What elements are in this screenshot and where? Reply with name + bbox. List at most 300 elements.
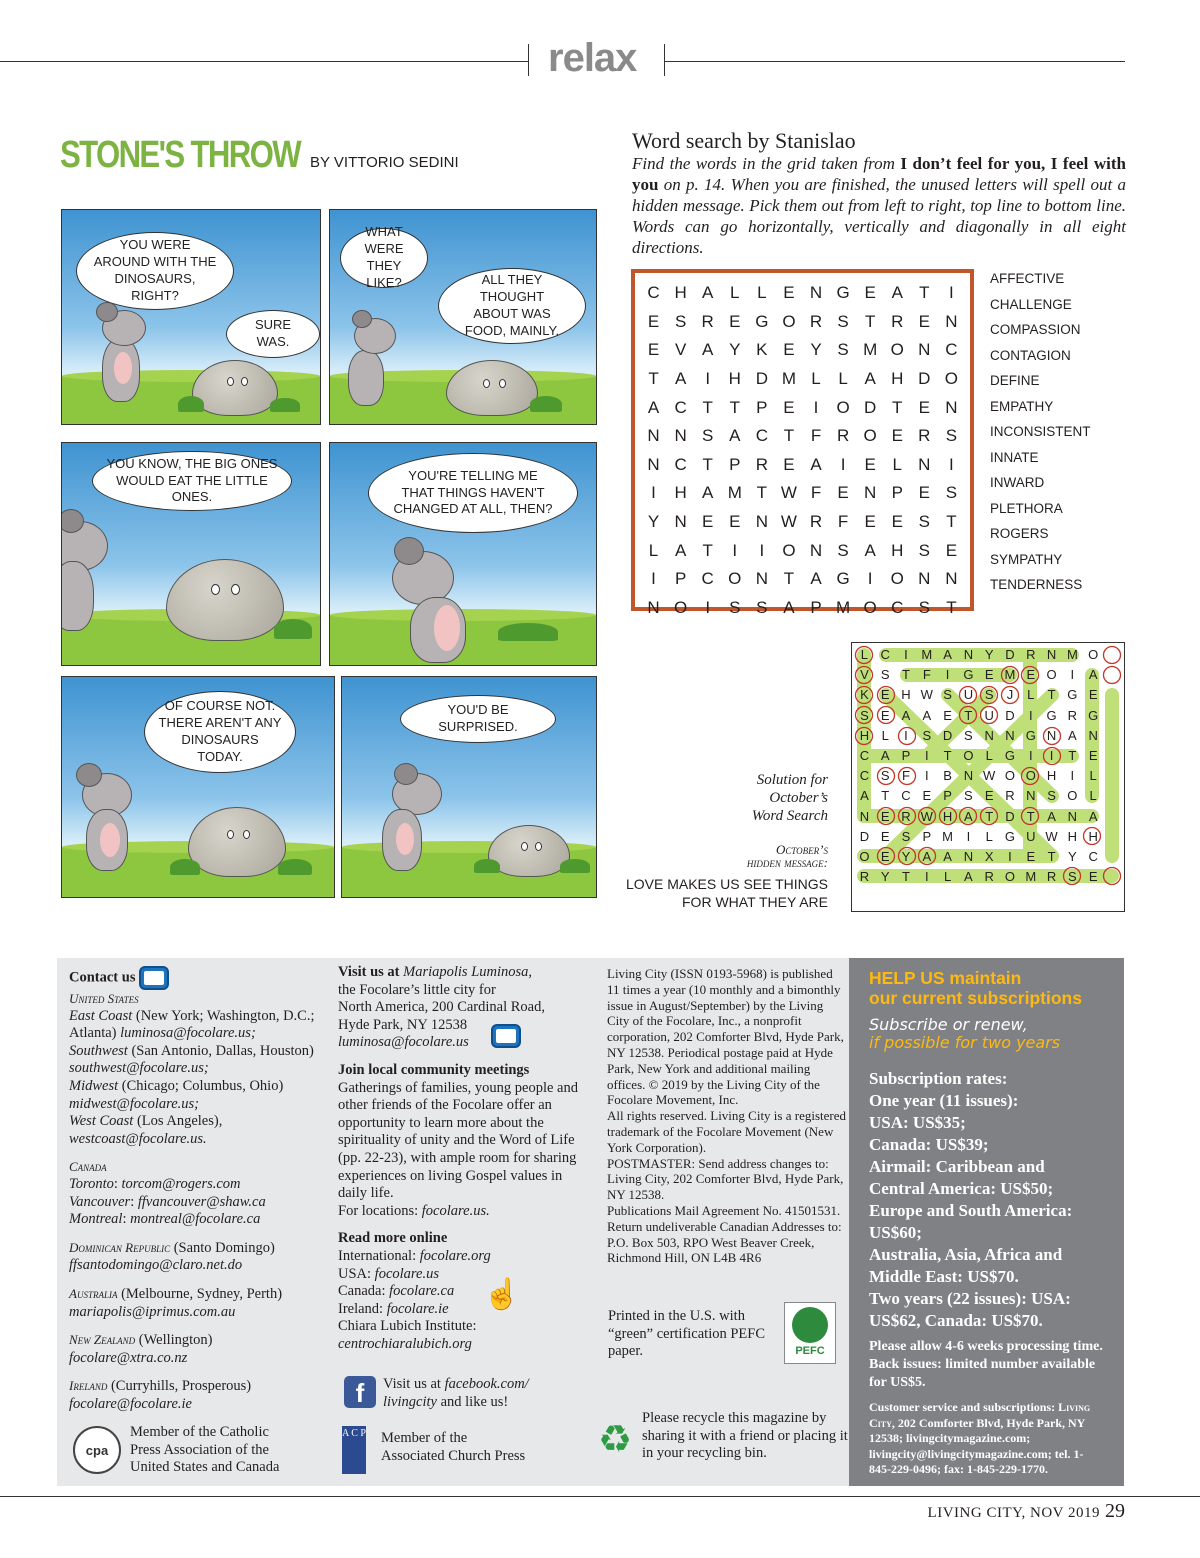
grid-letter: I [924, 748, 929, 763]
grid-letter: O [674, 597, 688, 617]
grid-letter: E [729, 311, 741, 331]
mail-agreement: Publications Mail Agreement No. 41501531. Return undeliverable Canadian Addresses to: P.O. Box 503, RPO West Beaver Creek, Richmond Hill, ON L4B 4R6 [607, 1202, 842, 1266]
read-line [338, 1301, 582, 1319]
contact-line [69, 1008, 319, 1043]
grid-row [854, 685, 1104, 705]
grid-letter: W [920, 808, 933, 824]
grid-letter: T [881, 788, 890, 804]
grid-letter: I [949, 454, 954, 474]
grid-letter: T [1047, 687, 1056, 703]
rate-line: One year (11 issues): [869, 1091, 1019, 1110]
subscription-subheading: Subscribe or renew, if possible for two years [869, 1015, 1061, 1052]
grid-letter: G [1067, 687, 1078, 703]
grid-letter: A [943, 849, 952, 864]
website-link[interactable]: focolare.ie [386, 1300, 449, 1317]
grid-letter: I [705, 369, 711, 389]
grid-letter: M [1025, 869, 1037, 885]
grid-letter: E [880, 707, 890, 723]
grid-letter: H [891, 540, 904, 560]
grid-letter: V [674, 340, 687, 360]
grid-letter: E [922, 788, 932, 804]
contact-line [69, 1194, 319, 1212]
grid-letter: C [859, 768, 870, 784]
folio: LIVING CITY, NOV 2019 [927, 1505, 1100, 1521]
email-link[interactable]: montreal@focolare.ca [130, 1211, 261, 1228]
grid-letter: A [964, 869, 973, 885]
grid-letter: S [945, 426, 958, 446]
region-label: United States [69, 991, 139, 1006]
grid-letter: W [780, 512, 797, 532]
contact-line [69, 1211, 319, 1229]
grid-letter: N [647, 454, 660, 474]
grid-letter: I [759, 540, 765, 560]
grid-letter: H [891, 369, 904, 389]
grid-letter: C [755, 426, 768, 446]
grid-row [854, 706, 1104, 726]
grid-letter: Y [880, 869, 890, 885]
word-list-item: INWARD [990, 475, 1045, 490]
visit-column: Visit us at Mariapolis Luminosa, the Focolare’s little city for North America, 200 Cardinal Road, Hyde Park, NY 12538 luminosa@focolare.us Join local community meetings Gatherings of families, young people and other friends of the Focolare offer an opportunity to learn more about the spirituality of unity and the Word of Life (pp. 22-23), with ample room for sharing experiences on living Gospel values in daily life. For locations: focolare.us. Read more online International: focolare.org USA: focolare.us Canada: focolare.ca Ireland: focolare.ie Chiara Lubich Institute: centrochiaralubich.org [338, 964, 582, 1353]
leaf [170, 859, 200, 875]
grid-letter: N [1088, 727, 1098, 743]
locations-link[interactable]: focolare.us. [421, 1202, 490, 1219]
grid-letter: Y [984, 647, 994, 662]
word-list [990, 266, 1091, 598]
grid-letter: N [859, 808, 870, 824]
speech-bubble: ALL THEY THOUGHT ABOUT WAS FOOD, MAINLY. [438, 268, 586, 344]
read-line [338, 1248, 582, 1266]
grid-letter: I [1070, 768, 1075, 784]
grid-letter: N [963, 849, 974, 864]
word-search-grid [631, 269, 974, 617]
grid-letter: M [1004, 667, 1016, 683]
email-link[interactable]: luminosa@focolare.us [338, 1034, 469, 1051]
grid-letter: T [985, 808, 994, 824]
website-link[interactable]: focolare.us [374, 1265, 439, 1282]
facebook-icon[interactable]: f [344, 1376, 376, 1408]
read-label: Ireland: [338, 1300, 387, 1317]
grid-letter: A [864, 369, 876, 389]
grid-letter: U [1026, 828, 1036, 844]
rate-line: Europe and South America: US$60; [869, 1201, 1073, 1242]
read-line [338, 1266, 582, 1284]
grid-letter: T [648, 369, 659, 389]
grid-letter: L [730, 283, 740, 303]
grid-letter: S [729, 597, 741, 617]
speech-bubble: YOU WERE AROUND WITH THE DINOSAURS, RIGHT? [76, 232, 234, 310]
comic-byline: BY VITTORIO SEDINI [310, 154, 459, 171]
word-list-item: ROGERS [990, 526, 1049, 541]
subscription-note: Please allow 4-6 weeks processing time. Back issues: limited number available for US$5. [869, 1339, 1103, 1390]
read-heading: Read more online [338, 1230, 448, 1247]
grid-letter: H [942, 808, 953, 824]
grid-letter: E [984, 788, 994, 804]
grid-letter: L [881, 727, 889, 743]
facebook-text: Visit us at facebook.com/ livingcity and like us! [383, 1376, 529, 1410]
grid-letter: N [647, 426, 660, 446]
grid-letter: S [918, 540, 930, 560]
grid-letter: A [810, 569, 822, 589]
grid-letter: C [859, 748, 870, 763]
grid-row [854, 827, 1104, 847]
grid-letter: O [1088, 647, 1099, 662]
grid-letter: I [705, 597, 711, 617]
grid-letter: R [901, 808, 911, 824]
grid-row [640, 365, 965, 394]
hidden-message: LOVE MAKES US SEE THINGS FOR WHAT THEY ARE [625, 876, 828, 910]
header-rule-left [0, 61, 528, 62]
region-cities: (New York; Washington, D.C.; Atlanta) [69, 1007, 315, 1042]
grid-letter: T [902, 869, 910, 885]
grid-letter: Y [901, 849, 911, 864]
grid-letter: E [1088, 869, 1098, 885]
website-link[interactable]: focolare.org [419, 1247, 491, 1264]
region-cities: (Curryhills, Prosperous) [107, 1378, 252, 1395]
join-heading: Join local community meetings [338, 1061, 530, 1078]
grid-letter: A [702, 283, 714, 303]
grid-letter: G [836, 283, 850, 303]
grid-letter: D [859, 828, 870, 844]
grid-letter: S [943, 687, 952, 703]
grid-letter: O [728, 569, 742, 589]
grid-letter: M [942, 828, 953, 844]
grid-letter: A [1047, 808, 1056, 824]
stone-character [166, 559, 284, 641]
acp-membership: Member of the Associated Church Press [381, 1430, 526, 1464]
email-link[interactable]: focolare@focolare.ie [69, 1395, 192, 1412]
word-list-item: INNATE [990, 449, 1039, 465]
grid-letter: D [755, 369, 768, 389]
grid-letter: L [811, 369, 821, 389]
region-label: New Zealand [69, 1332, 136, 1348]
grid-letter: C [1088, 849, 1098, 864]
grid-letter: A [729, 426, 741, 446]
grid-letter: S [756, 597, 768, 617]
grid-letter: P [901, 748, 911, 763]
grid-letter: I [949, 283, 954, 303]
grid-row [640, 308, 965, 337]
circled-letter [1104, 647, 1121, 664]
grid-letter: N [945, 569, 958, 589]
grid-letter: A [1088, 667, 1098, 683]
region-name: Montreal [69, 1211, 123, 1228]
institute-link[interactable]: centrochiaralubich.org [338, 1335, 472, 1352]
comic-panel-2 [329, 209, 597, 425]
grid-letter: T [702, 540, 713, 560]
grid-letter: L [648, 540, 659, 560]
grid-letter: O [890, 569, 904, 589]
grid-letter: N [984, 727, 994, 743]
region-name: Toronto [69, 1175, 114, 1192]
grid-letter: T [964, 707, 973, 723]
grid-letter: E [945, 540, 958, 560]
grid-letter: O [782, 311, 796, 331]
email-link[interactable]: midwest@focolare.us; [69, 1095, 199, 1112]
recycle-icon: ♻ [598, 1419, 633, 1461]
mail-icon[interactable] [491, 1024, 521, 1048]
grid-letter: H [674, 483, 687, 503]
grid-letter: R [1005, 788, 1015, 804]
grid-letter: D [918, 369, 931, 389]
grid-letter: N [1005, 727, 1015, 743]
grid-letter: A [674, 369, 687, 389]
grid-letter: N [1026, 788, 1036, 804]
grid-letter: E [864, 454, 876, 474]
grid-letter: I [1028, 748, 1033, 763]
grid-letter: N [674, 426, 687, 446]
grid-letter: W [983, 768, 996, 784]
grid-letter: S [918, 512, 930, 532]
grid-letter: E [837, 483, 849, 503]
grid-letter: D [1005, 707, 1015, 723]
leaf [498, 623, 558, 641]
stone-character [446, 360, 538, 416]
email-link[interactable]: luminosa@focolare.us; [120, 1025, 256, 1042]
mouse-ear [394, 537, 424, 565]
word-list-item: TENDERNESS [990, 577, 1083, 592]
grid-letter: S [964, 788, 973, 804]
leaf [178, 396, 204, 412]
grid-letter: I [813, 397, 819, 417]
grid-letter: T [702, 454, 713, 474]
grid-letter: T [919, 283, 930, 303]
grid-letter: H [1067, 828, 1078, 844]
mouse-belly [114, 352, 132, 384]
grid-letter: I [651, 569, 656, 589]
email-link[interactable]: focolare@xtra.co.nz [69, 1349, 188, 1366]
grid-letter: L [892, 454, 902, 474]
grid-letter: T [892, 397, 903, 417]
subscription-heading: HELP US maintain our current subscriptions [869, 968, 1082, 1008]
grid-letter: D [1005, 647, 1015, 662]
grid-letter: E [1026, 849, 1036, 864]
grid-letter: H [1088, 828, 1098, 844]
grid-letter: O [863, 597, 877, 617]
grid-letter: S [1068, 869, 1077, 885]
grid-letter: A [783, 597, 795, 617]
grid-letter: A [1068, 727, 1077, 743]
grid-letter: E [891, 512, 903, 532]
grid-letter: N [809, 283, 823, 303]
leaf [278, 859, 312, 875]
word-list-item: EMPATHY [990, 398, 1054, 414]
grid-letter: W [1045, 828, 1058, 844]
grid-letter: O [1067, 788, 1078, 804]
grid-letter: A [922, 707, 932, 723]
grid-letter: A [891, 283, 903, 303]
grid-letter: E [783, 397, 795, 417]
grid-letter: A [702, 483, 714, 503]
grid-letter: L [757, 283, 767, 303]
grid-letter: V [860, 667, 869, 683]
header-divider-left [528, 44, 529, 76]
read-links [338, 1248, 582, 1318]
grid-letter: S [837, 540, 849, 560]
grid-letter: L [1089, 788, 1097, 804]
speech-bubble: WHAT WERE THEY LIKE? [340, 228, 428, 288]
grid-letter: S [918, 597, 930, 617]
grid-letter: S [837, 311, 849, 331]
word-list-item: CHALLENGE [990, 296, 1072, 312]
website-link[interactable]: focolare.ca [389, 1283, 455, 1300]
read-label: Canada: [338, 1283, 390, 1300]
grid-letter: H [728, 369, 741, 389]
grid-letter: Y [729, 340, 741, 360]
grid-letter: N [918, 340, 931, 360]
grid-row [640, 279, 965, 308]
info-box [57, 958, 849, 1486]
rate-line: Canada: US$39; [869, 1135, 989, 1154]
grid-letter: R [1046, 869, 1057, 885]
mouse-belly [100, 823, 120, 857]
grid-letter: E [1088, 748, 1098, 763]
grid-letter: G [963, 667, 974, 683]
grid-letter: I [1070, 667, 1075, 683]
grid-letter: L [838, 369, 848, 389]
grid-letter: N [809, 540, 823, 560]
circled-letter [1104, 667, 1121, 684]
grid-letter: T [756, 483, 768, 503]
read-label: International: [338, 1247, 420, 1264]
comic-panel-5 [61, 676, 335, 898]
grid-letter: S [837, 340, 849, 360]
grid-letter: A [702, 340, 714, 360]
grid-letter: P [756, 397, 768, 417]
grid-letter: I [732, 540, 738, 560]
email-link[interactable]: ffsantodomingo@claro.net.do [69, 1257, 243, 1274]
region-label: Ireland [69, 1378, 108, 1394]
grid-letter: Y [647, 512, 660, 532]
grid-row [854, 867, 1104, 887]
grid-letter: R [1067, 707, 1078, 723]
grid-letter: O [782, 540, 796, 560]
grid-letter: E [918, 311, 930, 331]
mail-icon[interactable] [139, 966, 169, 990]
mouse-ear [352, 310, 372, 328]
grid-letter: N [945, 397, 958, 417]
stone-character [488, 825, 570, 877]
grid-letter: W [780, 483, 797, 503]
stone-character [188, 807, 286, 877]
grid-letter: A [647, 397, 660, 417]
grid-letter: I [867, 569, 873, 589]
grid-letter: H [674, 283, 687, 303]
word-list-item: COMPASSION [990, 322, 1081, 337]
grid-letter: M [836, 597, 851, 617]
grid-letter: D [1005, 808, 1015, 824]
email-link[interactable]: southwest@focolare.us; [69, 1060, 209, 1077]
page-number: 29 [1105, 1500, 1125, 1522]
region-label: Canada [69, 1159, 107, 1175]
grid-letter: L [985, 828, 993, 844]
grid-letter: T [902, 667, 910, 683]
us-contacts [69, 1008, 319, 1149]
grid-letter: R [984, 869, 994, 885]
grid-letter: S [945, 483, 958, 503]
word-list-item: DEFINE [990, 373, 1040, 388]
recycle-note: Please recycle this magazine by sharing it with a friend or placing it in your recycling bin. [642, 1410, 848, 1462]
grid-letter: I [904, 727, 908, 743]
grid-letter: C [674, 454, 687, 474]
grid-letter: E [943, 707, 952, 723]
grid-row [640, 451, 965, 480]
grid-letter: O [863, 426, 877, 446]
grid-letter: I [945, 667, 950, 683]
email-link[interactable]: westcoast@focolare.us. [69, 1130, 207, 1147]
grid-letter: A [964, 808, 973, 824]
grid-letter: I [651, 483, 656, 503]
grid-letter: M [863, 340, 878, 360]
email-link[interactable]: mariapolis@iprimus.com.au [69, 1303, 236, 1320]
grid-letter: L [860, 647, 869, 662]
grid-letter: E [918, 483, 930, 503]
contact-line [69, 1113, 319, 1148]
grid-letter: P [922, 828, 932, 844]
grid-letter: I [1028, 707, 1033, 723]
grid-letter: M [921, 647, 933, 662]
grid-letter: E [864, 512, 876, 532]
grid-letter: G [755, 311, 769, 331]
grid-letter: E [880, 687, 890, 703]
word-list-item: INCONSISTENT [990, 424, 1091, 439]
grid-letter: E [729, 512, 741, 532]
grid-letter: O [944, 369, 959, 389]
grid-letter: N [1046, 647, 1057, 662]
word-search-title: Word search by Stanislao [632, 128, 856, 153]
region-name: Southwest [69, 1042, 128, 1059]
grid-letter: A [1088, 808, 1098, 824]
region-cities: : [122, 1211, 131, 1228]
grid-letter: T [729, 397, 740, 417]
solution-caption: Solution for October’s Word Search [751, 772, 828, 824]
grid-letter: A [864, 540, 876, 560]
grid-letter: F [922, 667, 931, 683]
facebook-link[interactable]: facebook.com/ livingcity [383, 1376, 529, 1410]
grid-letter: F [810, 426, 822, 446]
comic-panel-4 [329, 442, 597, 666]
contact-line [69, 1078, 319, 1113]
grid-letter: N [918, 454, 931, 474]
grid-letter: E [880, 828, 890, 844]
grid-letter: N [1046, 727, 1057, 743]
grid-letter: S [984, 687, 994, 703]
email-link[interactable]: torcom@rogers.com [121, 1175, 241, 1192]
rate-line: Airmail: Caribbean and Central America: US$50; [869, 1157, 1054, 1198]
subscription-rates [869, 1068, 1104, 1332]
grid-letter: J [1006, 687, 1014, 703]
grid-row [854, 726, 1104, 746]
word-list-item: PLETHORA [990, 500, 1063, 516]
grid-letter: S [674, 311, 687, 331]
speech-bubble: YOU KNOW, THE BIG ONES WOULD EAT THE LITTLE ONES. [92, 451, 292, 511]
grid-letter: C [945, 340, 958, 360]
grid-letter: D [864, 397, 877, 417]
email-link[interactable]: ffvancouver@shaw.ca [137, 1193, 266, 1210]
grid-letter: K [756, 340, 768, 360]
grid-row [854, 746, 1104, 766]
grid-letter: I [966, 828, 971, 844]
grid-letter: T [1047, 849, 1056, 864]
grid-letter: T [783, 569, 795, 589]
footer-rule [0, 1496, 1200, 1497]
grid-letter: U [984, 707, 994, 723]
grid-letter: N [674, 512, 687, 532]
comic-panel-6 [341, 676, 597, 898]
grid-letter: R [701, 311, 714, 331]
rights-statement: All rights reserved. Living City is a registered trademark of the Focolare Movement (New York Corporation). [607, 1108, 847, 1155]
cpa-membership: Member of the Catholic Press Association of the United States and Canada [130, 1424, 280, 1476]
grid-letter: N [864, 483, 877, 503]
